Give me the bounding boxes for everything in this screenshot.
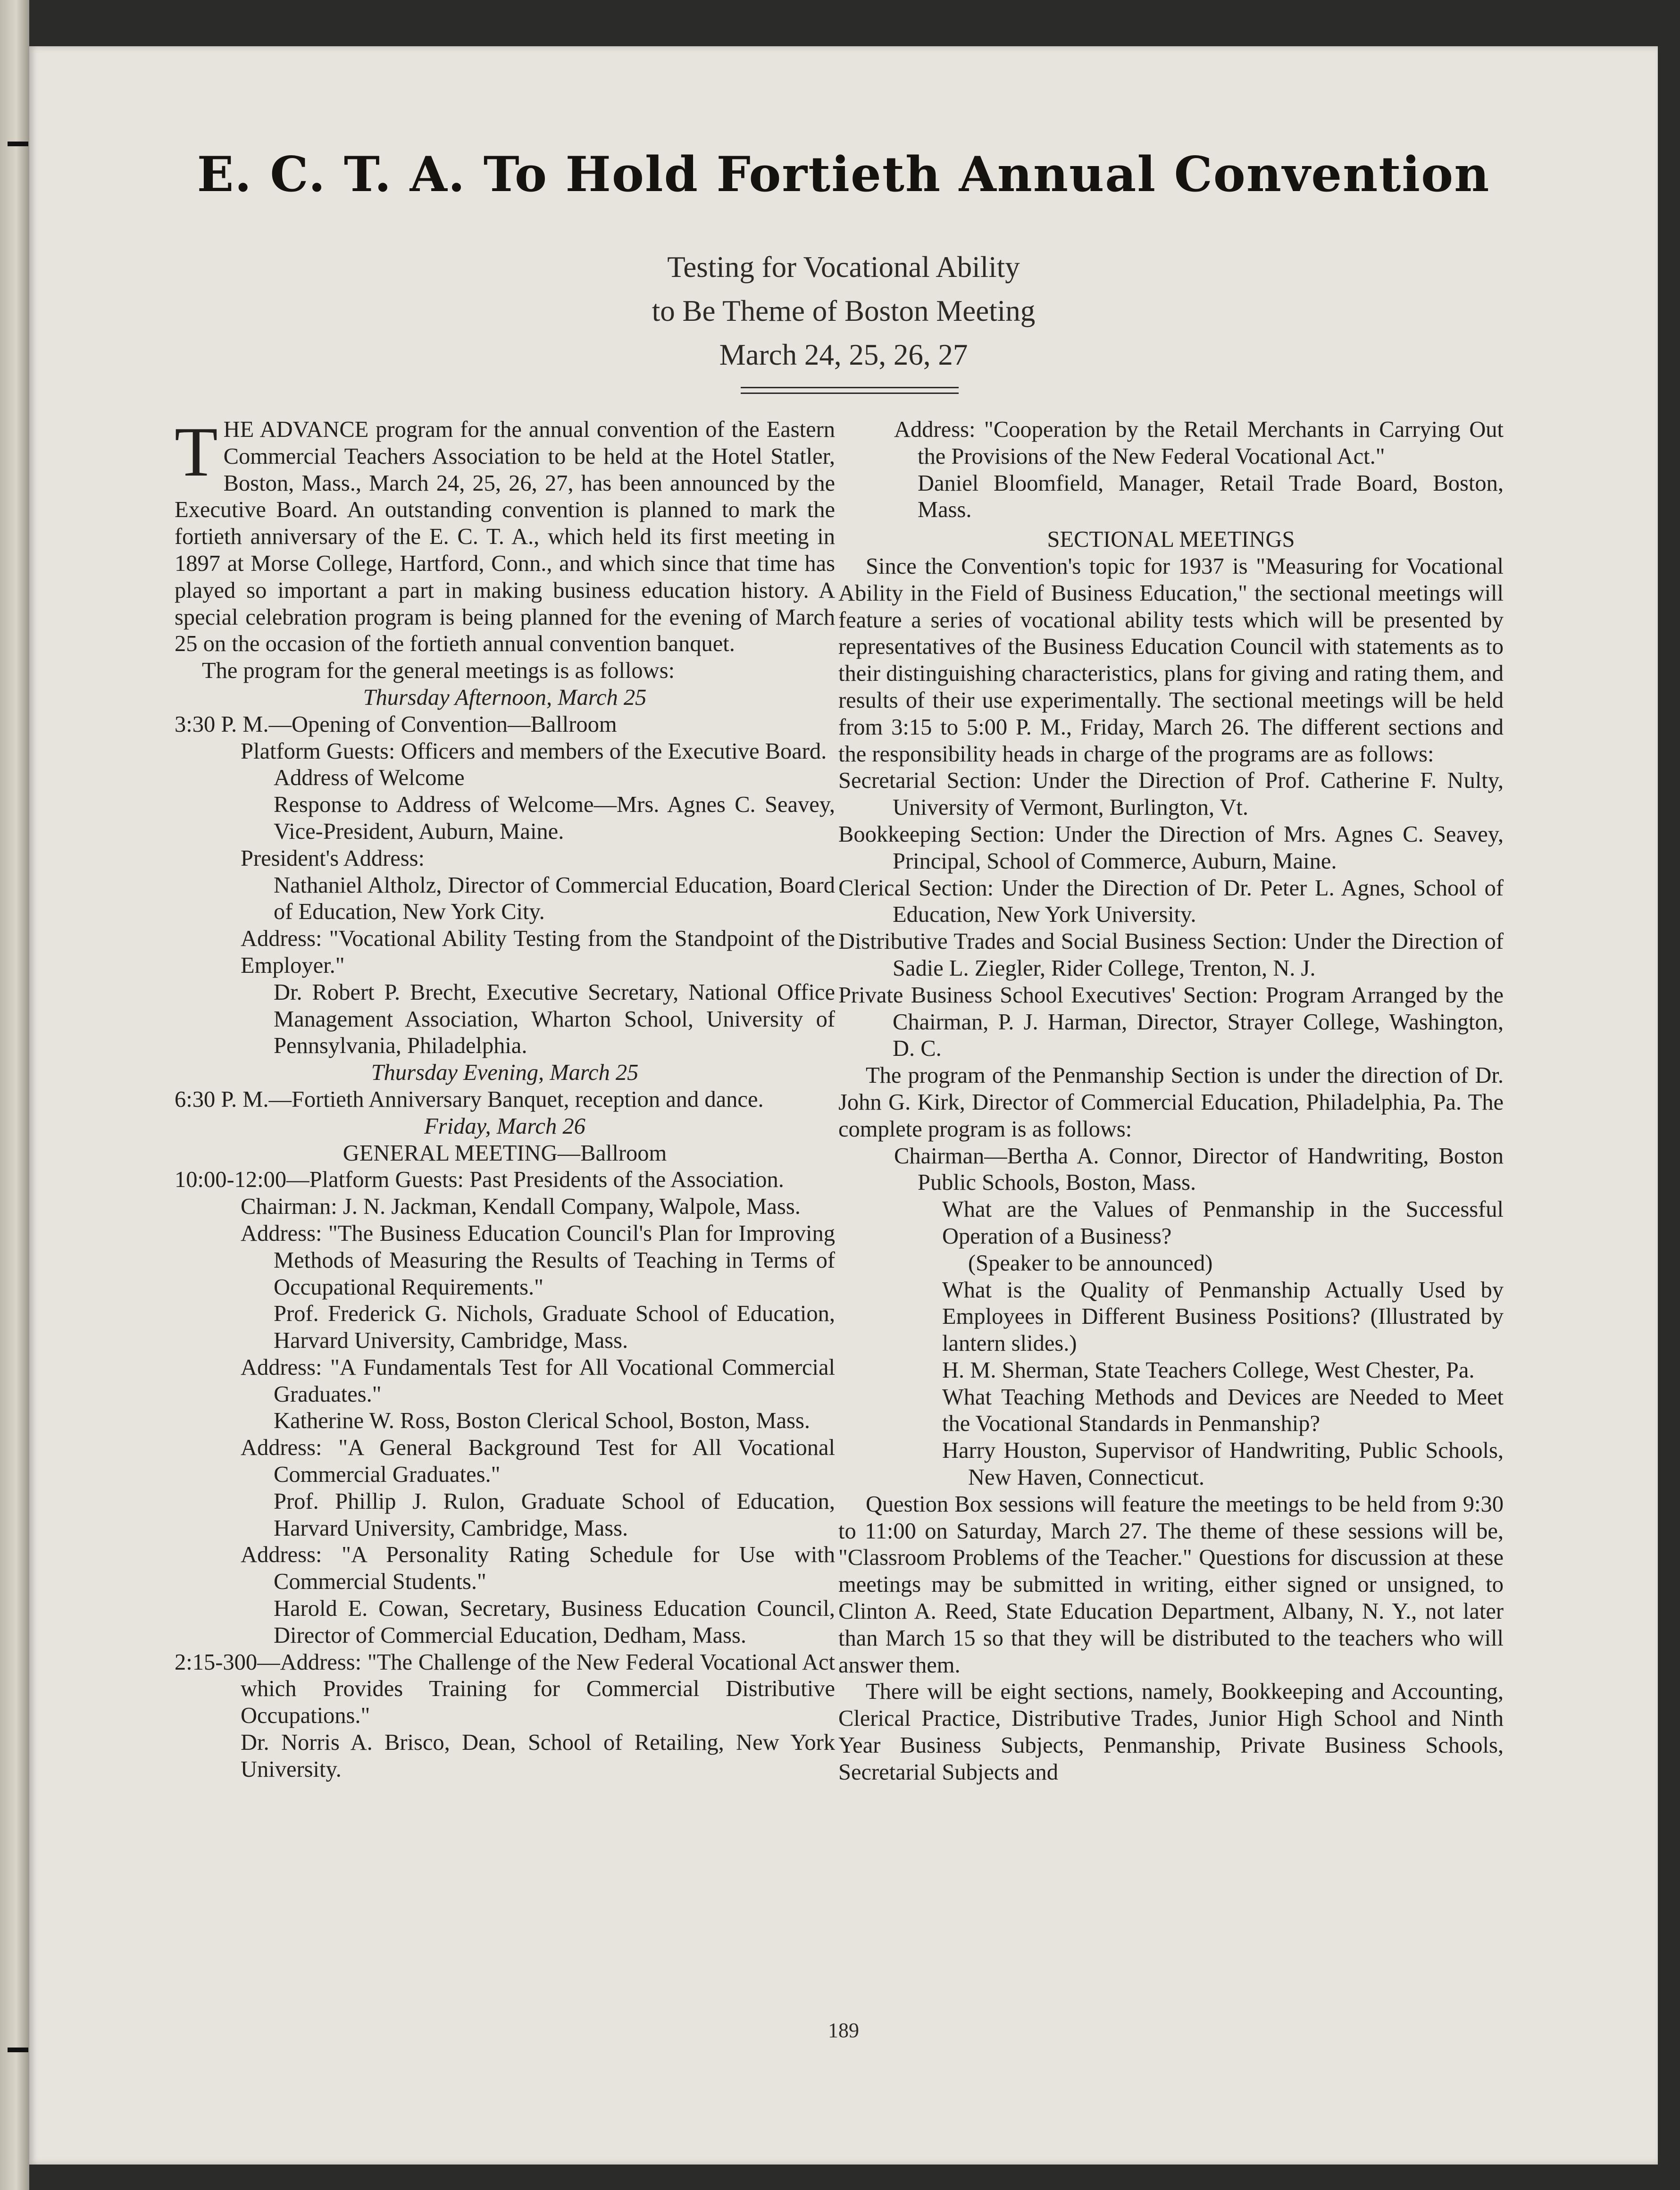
program-item: What is the Quality of Penmanship Actually Used by Employees in Different Business Positions? (Illustrated by lantern slides.) (942, 1277, 1504, 1356)
speaker-info: Katherine W. Ross, Boston Clerical School, Boston, Mass. (274, 1408, 811, 1434)
speaker-info: Dr. Robert P. Brecht, Executive Secretary, National Office Management Association, Wharton School, University of Pennsylvania, Philadelphia. (274, 979, 835, 1059)
speaker-info: H. M. Sherman, State Teachers College, West Chester, Pa. (942, 1357, 1475, 1383)
program-item: Address: "A Fundamentals Test for All Vocational Commercial Graduates." (241, 1354, 835, 1407)
speaker-info: Prof. Phillip J. Rulon, Graduate School of Education, Harvard University, Cambridge, Mass. (274, 1488, 835, 1541)
speaker-info: Prof. Frederick G. Nichols, Graduate School of Education, Harvard University, Cambridge, Mass. (274, 1301, 835, 1354)
section-heading: GENERAL MEETING—Ballroom (343, 1140, 667, 1166)
paragraph: Since the Convention's topic for 1937 is "Measuring for Vocational Ability in the Field of Business Education," the sectional meetings will feature a series of vocational ability tests which will be presented by representatives of the Business Education Council with statements as to their distinguishing characteristics, plans for giving and rating them, and results of their use experimentally. The sectional meetings will be held from 3:15 to 5:00 P. M., Friday, March 26. The different sections and the responsibility heads in charge of the programs are as follows: (838, 553, 1504, 767)
speaker-info: Dr. Norris A. Brisco, Dean, School of Retailing, New York University. (241, 1730, 835, 1782)
section-listing: Bookkeeping Section: Under the Direction of Mrs. Agnes C. Seavey, Principal, School of Commerce, Auburn, Maine. (838, 821, 1504, 874)
program-item: Chairman: J. N. Jackman, Kendall Company, Walpole, Mass. (241, 1194, 801, 1220)
speaker-info: Daniel Bloomfield, Manager, Retail Trade Board, Boston, Mass. (918, 470, 1504, 523)
program-item: 3:30 P. M.—Opening of Convention—Ballroom (175, 711, 617, 737)
section-heading: SECTIONAL MEETINGS (1047, 527, 1295, 552)
page-number: 189 (828, 2019, 859, 2042)
program-item: Chairman—Bertha A. Connor, Director of Handwriting, Boston Public Schools, Boston, Mass. (894, 1143, 1504, 1195)
program-item: Platform Guests: Officers and members of the Executive Board. (241, 738, 827, 764)
section-listing: Secretarial Section: Under the Direction of Prof. Catherine F. Nulty, University of Vermont, Burlington, Vt. (838, 768, 1504, 820)
program-item: President's Address: (241, 845, 425, 871)
subtitle: to Be Theme of Boston Meeting (652, 294, 1036, 327)
program-item: What Teaching Methods and Devices are Needed to Meet the Vocational Standards in Penmanship? (942, 1384, 1504, 1437)
subtitle-dates: March 24, 25, 26, 27 (719, 338, 968, 371)
right-column (838, 417, 1504, 1786)
paragraph: Question Box sessions will feature the meetings to be held from 9:30 to 11:00 on Saturday, March 27. The theme of these sessions will be, "Classroom Problems of the Teacher." Questions for discussion at these meetings may be submitted in writing, either signed or unsigned, to Clinton A. Reed, State Education Department, Albany, N. Y., not later than March 15 so that they will be distributed to the teachers who will answer them. (838, 1491, 1504, 1678)
paragraph: The program of the Penmanship Section is under the direction of Dr. John G. Kirk, Director of Commercial Education, Philadelphia, Pa. The complete program is as follows: (838, 1063, 1504, 1142)
paragraph: The program for the general meetings is as follows: (202, 658, 675, 684)
speaker-info: Harold E. Cowan, Secretary, Business Education Council, Director of Commercial Education, Dedham, Mass. (274, 1596, 835, 1648)
program-item: 2:15-300—Address: "The Challenge of the New Federal Vocational Act which Provides Training for Commercial Distributive Occupations." (175, 1649, 835, 1729)
double-rule-divider (741, 387, 959, 394)
program-item: 10:00-12:00—Platform Guests: Past Presidents of the Association. (175, 1167, 784, 1193)
program-item: Address: "The Business Education Council's Plan for Improving Methods of Measuring the Results of Teaching in Terms of Occupational Requirements." (241, 1220, 835, 1300)
intro-paragraph: THE ADVANCE program for the annual convention of the Eastern Commercial Teachers Association to be held at the Hotel Statler, Boston, Mass., March 24, 25, 26, 27, has been announced by the Executive Board. An outstanding convention is planned to mark the fortieth anniversary of the E. C. T. A., which held its first meeting in 1897 at Morse College, Hartford, Conn., and which since that time has played so important a part in making business education history. A special celebration program is being planned for the evening of March 25 on the occasion of the fortieth annual convention banquet. (175, 413, 835, 657)
book-spine (0, 0, 29, 2190)
paragraph: There will be eight sections, namely, Bookkeeping and Accounting, Clerical Practice, Distributive Trades, Junior High School and Ninth Year Business Subjects, Penmanship, Private Business Schools, Secretarial Subjects and (838, 1679, 1504, 1785)
drop-cap: T (175, 413, 218, 491)
subtitle: Testing for Vocational Ability (667, 251, 1020, 284)
section-heading: Friday, March 26 (424, 1113, 585, 1139)
program-item: 6:30 P. M.—Fortieth Anniversary Banquet, reception and dance. (175, 1087, 764, 1112)
program-item: Response to Address of Welcome—Mrs. Agnes C. Seavey, Vice-President, Auburn, Maine. (274, 792, 835, 844)
program-item: Address: "A General Background Test for All Vocational Commercial Graduates." (241, 1435, 835, 1488)
program-item: Address: "Cooperation by the Retail Merchants in Carrying Out the Provisions of the New Federal Vocational Act." (894, 417, 1504, 469)
program-item: Address of Welcome (274, 765, 465, 791)
spine-marker (8, 142, 28, 146)
section-heading: Thursday Evening, March 25 (371, 1060, 639, 1086)
program-item: Address: "A Personality Rating Schedule for Use with Commercial Students." (241, 1542, 835, 1595)
speaker-info: (Speaker to be announced) (968, 1250, 1213, 1276)
program-item: What are the Values of Penmanship in the Successful Operation of a Business? (942, 1197, 1504, 1249)
left-column (175, 413, 835, 1783)
section-listing: Private Business School Executives' Section: Program Arranged by the Chairman, P. J. Harman, Director, Strayer College, Washington, D. C. (838, 982, 1504, 1062)
program-item: Address: "Vocational Ability Testing from the Standpoint of the Employer." (241, 926, 835, 978)
section-listing: Distributive Trades and Social Business Section: Under the Direction of Sadie L. Ziegler, Rider College, Trenton, N. J. (838, 929, 1504, 981)
section-listing: Clerical Section: Under the Direction of Dr. Peter L. Agnes, School of Education, New York University. (838, 875, 1504, 928)
speaker-info: Nathaniel Altholz, Director of Commercial Education, Board of Education, New York City. (274, 872, 835, 925)
magazine-page (29, 46, 1658, 2165)
headline: E. C. T. A. To Hold Fortieth Annual Convention (197, 146, 1490, 203)
section-heading: Thursday Afternoon, March 25 (363, 685, 647, 710)
speaker-info: Harry Houston, Supervisor of Handwriting, Public Schools, New Haven, Connecticut. (942, 1438, 1504, 1490)
spine-marker (8, 2048, 28, 2052)
